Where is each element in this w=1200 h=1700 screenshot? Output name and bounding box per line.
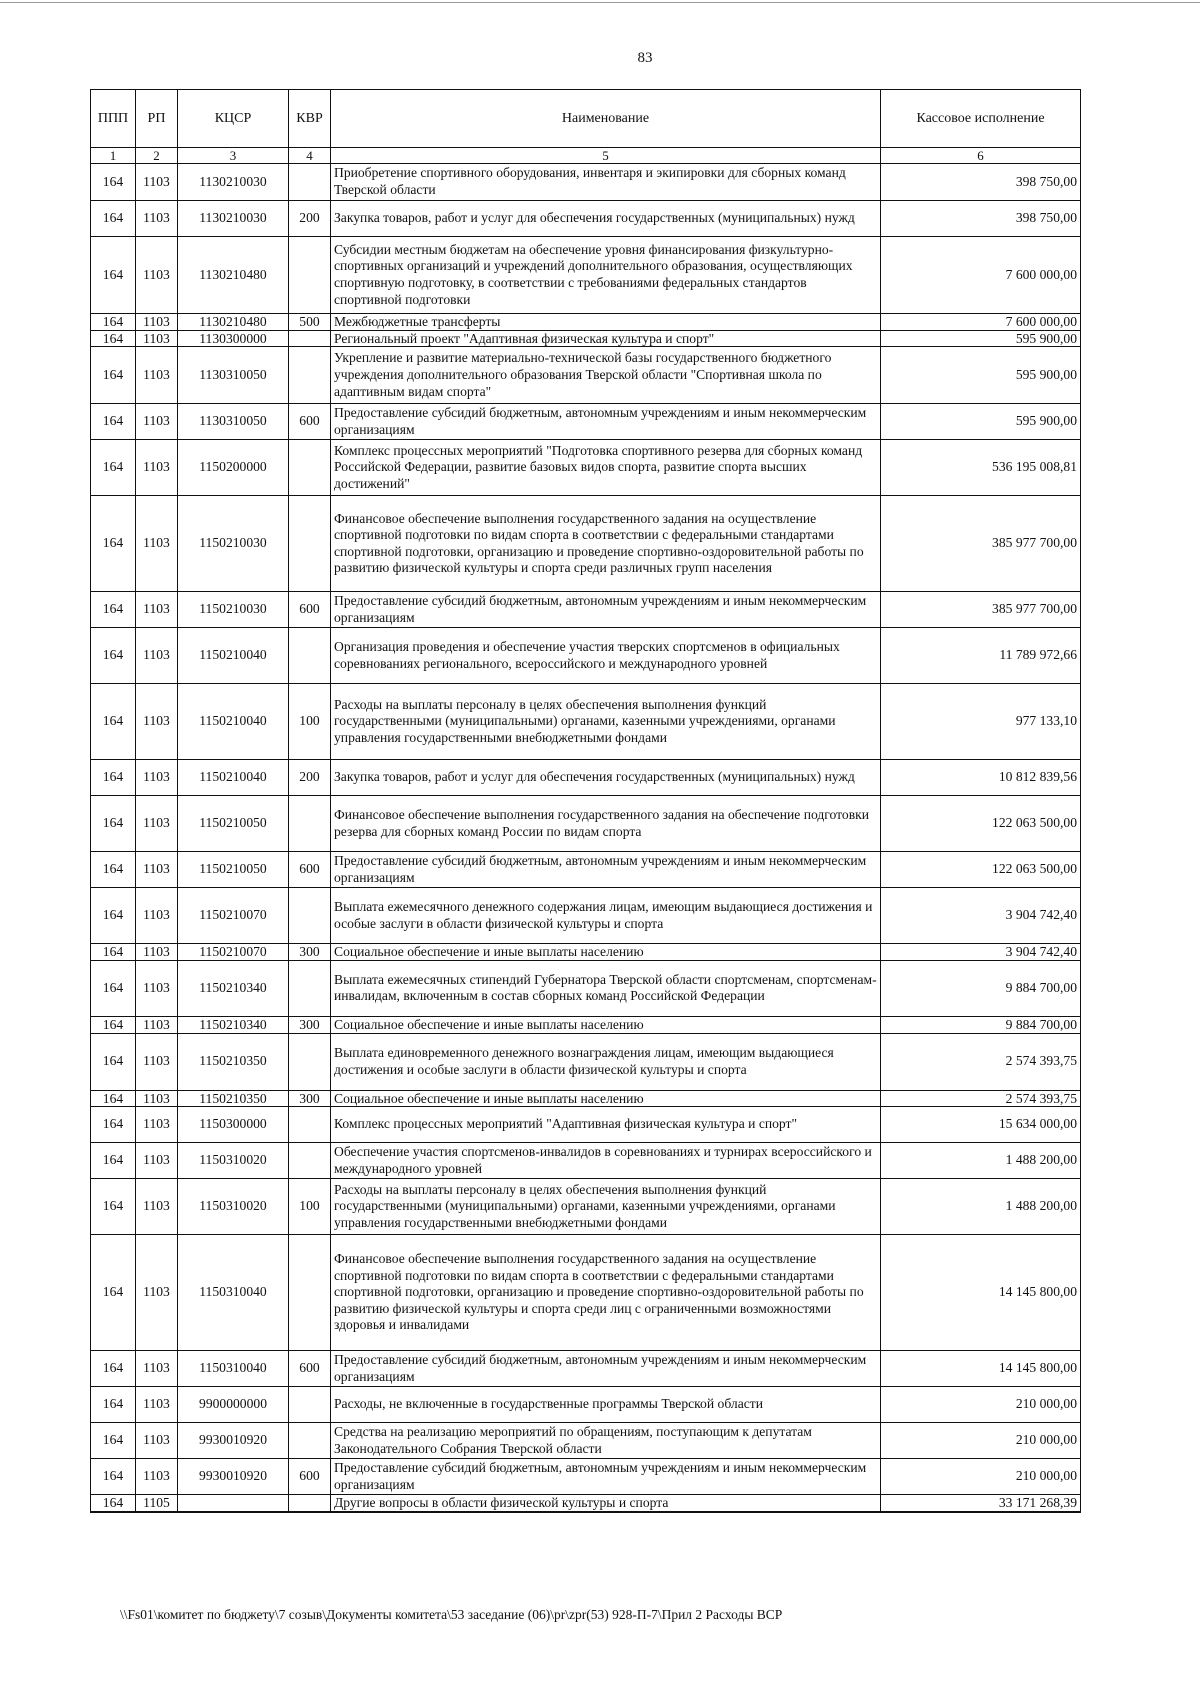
cell-name: Закупка товаров, работ и услуг для обеспечения государственных (муниципальных) нужд xyxy=(331,201,881,237)
table-row xyxy=(91,760,1081,796)
cell-kcsr: 1150210350 xyxy=(178,1033,289,1090)
cell-ppp: 164 xyxy=(91,1143,136,1179)
cell-ppp: 164 xyxy=(91,960,136,1016)
cell-kvr: 600 xyxy=(289,852,331,888)
cell-ppp: 164 xyxy=(91,164,136,201)
table-row xyxy=(91,496,1081,592)
cell-kvr xyxy=(289,237,331,314)
cell-kcsr: 1150310020 xyxy=(178,1143,289,1179)
cell-ppp: 164 xyxy=(91,944,136,961)
column-number: 2 xyxy=(136,148,178,164)
cell-rp: 1103 xyxy=(136,1351,178,1387)
table-row xyxy=(91,796,1081,852)
cell-name: Финансовое обеспечение выполнения государственного задания на обеспечение подготовки резерва для сборных команд России по видам спорта xyxy=(331,796,881,852)
column-number: 4 xyxy=(289,148,331,164)
cell-amount: 1 488 200,00 xyxy=(881,1179,1081,1235)
cell-kvr: 100 xyxy=(289,684,331,760)
cell-ppp: 164 xyxy=(91,852,136,888)
table-row xyxy=(91,1016,1081,1033)
cell-rp: 1103 xyxy=(136,852,178,888)
cell-ppp: 164 xyxy=(91,201,136,237)
cell-kcsr: 1150210340 xyxy=(178,960,289,1016)
cell-kcsr: 1130210480 xyxy=(178,237,289,314)
table-header-row xyxy=(91,90,1081,148)
cell-name: Предоставление субсидий бюджетным, автономным учреждениям и иным некоммерческим организациям xyxy=(331,1459,881,1495)
cell-kvr: 600 xyxy=(289,1459,331,1495)
header-kcsr: КЦСР xyxy=(178,90,289,148)
table-row xyxy=(91,330,1081,347)
cell-amount: 595 900,00 xyxy=(881,330,1081,347)
table-row xyxy=(91,592,1081,628)
cell-name: Расходы, не включенные в государственные программы Тверской области xyxy=(331,1387,881,1423)
cell-kcsr: 1130210480 xyxy=(178,314,289,331)
cell-amount: 210 000,00 xyxy=(881,1459,1081,1495)
cell-rp: 1103 xyxy=(136,888,178,944)
cell-name: Финансовое обеспечение выполнения государственного задания на осуществление спортивной подготовки по видам спорта в соответствии с федеральными стандартами спортивной подготовки, организацию и проведение спортивно-оздоровительной работы по развитию физической культуры и спорта среди лиц с ограниченными возможностями здоровья и инвалидами xyxy=(331,1235,881,1351)
column-number: 1 xyxy=(91,148,136,164)
cell-ppp: 164 xyxy=(91,1459,136,1495)
cell-kvr: 300 xyxy=(289,1090,331,1107)
cell-rp: 1103 xyxy=(136,944,178,961)
header-name: Наименование xyxy=(331,90,881,148)
header-ppp: ППП xyxy=(91,90,136,148)
cell-kcsr: 1150210050 xyxy=(178,852,289,888)
cell-rp: 1103 xyxy=(136,1423,178,1459)
cell-name: Межбюджетные трансферты xyxy=(331,314,881,331)
cell-kcsr: 1150310020 xyxy=(178,1179,289,1235)
cell-ppp: 164 xyxy=(91,440,136,496)
cell-amount: 595 900,00 xyxy=(881,347,1081,404)
page-number: 83 xyxy=(637,50,653,66)
cell-ppp: 164 xyxy=(91,1107,136,1143)
cell-name: Организация проведения и обеспечение участия тверских спортсменов в официальных соревнованиях регионального, всероссийского и международного уровней xyxy=(331,628,881,684)
cell-kvr: 200 xyxy=(289,201,331,237)
cell-rp: 1103 xyxy=(136,237,178,314)
table-row xyxy=(91,237,1081,314)
table-row xyxy=(91,684,1081,760)
cell-ppp: 164 xyxy=(91,1495,136,1512)
cell-kvr: 100 xyxy=(289,1179,331,1235)
cell-amount: 977 133,10 xyxy=(881,684,1081,760)
cell-amount: 2 574 393,75 xyxy=(881,1090,1081,1107)
table-row xyxy=(91,944,1081,961)
cell-ppp: 164 xyxy=(91,760,136,796)
table-row xyxy=(91,440,1081,496)
table-row xyxy=(91,888,1081,944)
cell-kcsr: 9900000000 xyxy=(178,1387,289,1423)
cell-kvr xyxy=(289,888,331,944)
cell-ppp: 164 xyxy=(91,1179,136,1235)
cell-kcsr: 1150210070 xyxy=(178,888,289,944)
cell-amount: 122 063 500,00 xyxy=(881,796,1081,852)
cell-name: Выплата ежемесячного денежного содержания лицам, имеющим выдающиеся достижения и особые заслуги в области физической культуры и спорта xyxy=(331,888,881,944)
cell-amount: 10 812 839,56 xyxy=(881,760,1081,796)
cell-kvr: 600 xyxy=(289,1351,331,1387)
cell-name: Приобретение спортивного оборудования, инвентаря и экипировки для сборных команд Тверской области xyxy=(331,164,881,201)
cell-name: Социальное обеспечение и иные выплаты населению xyxy=(331,944,881,961)
cell-kvr: 300 xyxy=(289,1016,331,1033)
column-number: 6 xyxy=(881,148,1081,164)
cell-amount: 398 750,00 xyxy=(881,201,1081,237)
table-row xyxy=(91,1179,1081,1235)
cell-name: Расходы на выплаты персоналу в целях обеспечения выполнения функций государственными (муниципальными) органами, казенными учреждениями, органами управления государственными внебюджетными фондами xyxy=(331,1179,881,1235)
cell-rp: 1103 xyxy=(136,1235,178,1351)
cell-amount: 385 977 700,00 xyxy=(881,496,1081,592)
cell-rp: 1103 xyxy=(136,201,178,237)
cell-kcsr: 9930010920 xyxy=(178,1423,289,1459)
cell-kcsr: 1150300000 xyxy=(178,1107,289,1143)
header-kvr: КВР xyxy=(289,90,331,148)
cell-ppp: 164 xyxy=(91,314,136,331)
cell-kcsr: 1150200000 xyxy=(178,440,289,496)
cell-kcsr: 1150210040 xyxy=(178,760,289,796)
cell-name: Выплата единовременного денежного вознаграждения лицам, имеющим выдающиеся достижения и особые заслуги в области физической культуры и спорта xyxy=(331,1033,881,1090)
cell-rp: 1103 xyxy=(136,592,178,628)
cell-name: Предоставление субсидий бюджетным, автономным учреждениям и иным некоммерческим организациям xyxy=(331,404,881,440)
cell-kcsr: 1150210350 xyxy=(178,1090,289,1107)
cell-kcsr: 1130300000 xyxy=(178,330,289,347)
cell-rp: 1105 xyxy=(136,1495,178,1512)
cell-ppp: 164 xyxy=(91,592,136,628)
cell-rp: 1103 xyxy=(136,960,178,1016)
cell-amount: 7 600 000,00 xyxy=(881,237,1081,314)
cell-kvr: 300 xyxy=(289,944,331,961)
cell-kvr xyxy=(289,628,331,684)
cell-amount: 1 488 200,00 xyxy=(881,1143,1081,1179)
cell-name: Комплекс процессных мероприятий "Подготовка спортивного резерва для сборных команд Российской Федерации, развитие базовых видов спорта, развитие спорта высших достижений" xyxy=(331,440,881,496)
cell-kvr xyxy=(289,347,331,404)
header-rp: РП xyxy=(136,90,178,148)
column-number: 3 xyxy=(178,148,289,164)
cell-ppp: 164 xyxy=(91,237,136,314)
table-row xyxy=(91,960,1081,1016)
cell-name: Региональный проект "Адаптивная физическая культура и спорт" xyxy=(331,330,881,347)
cell-name: Укрепление и развитие материально-технической базы государственного бюджетного учреждения дополнительного образования Тверской области "Спортивная школа по адаптивным видам спорта" xyxy=(331,347,881,404)
table-row xyxy=(91,1235,1081,1351)
cell-kvr xyxy=(289,1423,331,1459)
cell-kvr xyxy=(289,1495,331,1512)
cell-name: Выплата ежемесячных стипендий Губернатора Тверской области спортсменам, спортсменам-инвалидам, включенным в состав сборных команд Российской Федерации xyxy=(331,960,881,1016)
cell-amount: 385 977 700,00 xyxy=(881,592,1081,628)
cell-name: Закупка товаров, работ и услуг для обеспечения государственных (муниципальных) нужд xyxy=(331,760,881,796)
cell-kvr xyxy=(289,1033,331,1090)
table-row xyxy=(91,628,1081,684)
cell-kcsr: 1150210070 xyxy=(178,944,289,961)
cell-ppp: 164 xyxy=(91,1423,136,1459)
table-row xyxy=(91,347,1081,404)
cell-ppp: 164 xyxy=(91,1016,136,1033)
cell-kcsr: 1150210030 xyxy=(178,496,289,592)
cell-kvr: 500 xyxy=(289,314,331,331)
table-row xyxy=(91,1459,1081,1495)
table-row xyxy=(91,404,1081,440)
cell-amount: 11 789 972,66 xyxy=(881,628,1081,684)
cell-kcsr: 1150210040 xyxy=(178,628,289,684)
cell-name: Комплекс процессных мероприятий "Адаптивная физическая культура и спорт" xyxy=(331,1107,881,1143)
table-row xyxy=(91,1351,1081,1387)
cell-rp: 1103 xyxy=(136,1090,178,1107)
cell-ppp: 164 xyxy=(91,330,136,347)
cell-name: Предоставление субсидий бюджетным, автономным учреждениям и иным некоммерческим организациям xyxy=(331,852,881,888)
cell-ppp: 164 xyxy=(91,684,136,760)
cell-amount: 14 145 800,00 xyxy=(881,1235,1081,1351)
cell-kcsr: 9930010920 xyxy=(178,1459,289,1495)
cell-ppp: 164 xyxy=(91,1090,136,1107)
scan-top-edge xyxy=(0,2,1200,3)
cell-amount: 595 900,00 xyxy=(881,404,1081,440)
cell-kcsr: 1130310050 xyxy=(178,347,289,404)
cell-rp: 1103 xyxy=(136,1179,178,1235)
cell-kvr xyxy=(289,440,331,496)
cell-rp: 1103 xyxy=(136,684,178,760)
table-row xyxy=(91,201,1081,237)
cell-amount: 9 884 700,00 xyxy=(881,1016,1081,1033)
cell-amount: 15 634 000,00 xyxy=(881,1107,1081,1143)
cell-rp: 1103 xyxy=(136,330,178,347)
column-number: 5 xyxy=(331,148,881,164)
cell-ppp: 164 xyxy=(91,796,136,852)
cell-kvr xyxy=(289,1387,331,1423)
cell-rp: 1103 xyxy=(136,1143,178,1179)
cell-kvr xyxy=(289,1235,331,1351)
cell-name: Другие вопросы в области физической культуры и спорта xyxy=(331,1495,881,1512)
cell-kcsr xyxy=(178,1495,289,1512)
cell-name: Социальное обеспечение и иные выплаты населению xyxy=(331,1016,881,1033)
cell-kcsr: 1130210030 xyxy=(178,201,289,237)
cell-amount: 122 063 500,00 xyxy=(881,852,1081,888)
cell-ppp: 164 xyxy=(91,347,136,404)
cell-kvr xyxy=(289,1143,331,1179)
cell-ppp: 164 xyxy=(91,1033,136,1090)
cell-amount: 3 904 742,40 xyxy=(881,944,1081,961)
table-row xyxy=(91,1033,1081,1090)
cell-kvr xyxy=(289,496,331,592)
table-row xyxy=(91,1090,1081,1107)
cell-rp: 1103 xyxy=(136,1459,178,1495)
cell-amount: 2 574 393,75 xyxy=(881,1033,1081,1090)
cell-kcsr: 1150210050 xyxy=(178,796,289,852)
cell-kcsr: 1150210340 xyxy=(178,1016,289,1033)
cell-rp: 1103 xyxy=(136,760,178,796)
cell-name: Предоставление субсидий бюджетным, автономным учреждениям и иным некоммерческим организациям xyxy=(331,592,881,628)
cell-kcsr: 1150310040 xyxy=(178,1351,289,1387)
cell-name: Предоставление субсидий бюджетным, автономным учреждениям и иным некоммерческим организациям xyxy=(331,1351,881,1387)
cell-kvr xyxy=(289,960,331,1016)
cell-rp: 1103 xyxy=(136,347,178,404)
column-number-row xyxy=(91,148,1081,164)
cell-ppp: 164 xyxy=(91,496,136,592)
cell-rp: 1103 xyxy=(136,1016,178,1033)
cell-rp: 1103 xyxy=(136,496,178,592)
cell-amount: 33 171 268,39 xyxy=(881,1495,1081,1512)
table-row xyxy=(91,314,1081,331)
cell-name: Финансовое обеспечение выполнения государственного задания на осуществление спортивной подготовки по видам спорта в соответствии с федеральными стандартами спортивной подготовки, организацию и проведение спортивно-оздоровительной работы по развитию физической культуры и спорта среди различных групп населения xyxy=(331,496,881,592)
cell-ppp: 164 xyxy=(91,404,136,440)
cell-ppp: 164 xyxy=(91,888,136,944)
table-row xyxy=(91,1107,1081,1143)
cell-name: Расходы на выплаты персоналу в целях обеспечения выполнения функций государственными (муниципальными) органами, казенными учреждениями, органами управления государственными внебюджетными фондами xyxy=(331,684,881,760)
header-amount: Кассовое исполнение xyxy=(881,90,1081,148)
cell-amount: 3 904 742,40 xyxy=(881,888,1081,944)
cell-kvr: 600 xyxy=(289,592,331,628)
cell-name: Обеспечение участия спортсменов-инвалидов в соревнованиях и турнирах всероссийского и международного уровней xyxy=(331,1143,881,1179)
cell-kcsr: 1130210030 xyxy=(178,164,289,201)
cell-kvr xyxy=(289,796,331,852)
cell-amount: 398 750,00 xyxy=(881,164,1081,201)
cell-kcsr: 1150310040 xyxy=(178,1235,289,1351)
cell-kvr: 200 xyxy=(289,760,331,796)
table-row xyxy=(91,852,1081,888)
cell-amount: 7 600 000,00 xyxy=(881,314,1081,331)
table-row xyxy=(91,164,1081,201)
cell-amount: 536 195 008,81 xyxy=(881,440,1081,496)
cell-rp: 1103 xyxy=(136,440,178,496)
cell-amount: 9 884 700,00 xyxy=(881,960,1081,1016)
cell-name: Субсидии местным бюджетам на обеспечение уровня финансирования физкультурно-спортивных организаций и учреждений дополнительного образования, осуществляющих спортивную подготовку, в соответствии с требованиями федеральных стандартов спортивной подготовки xyxy=(331,237,881,314)
cell-rp: 1103 xyxy=(136,164,178,201)
cell-rp: 1103 xyxy=(136,404,178,440)
cell-rp: 1103 xyxy=(136,1107,178,1143)
cell-name: Средства на реализацию мероприятий по обращениям, поступающим к депутатам Законодательного Собрания Тверской области xyxy=(331,1423,881,1459)
table-row xyxy=(91,1143,1081,1179)
cell-rp: 1103 xyxy=(136,314,178,331)
cell-kvr: 600 xyxy=(289,404,331,440)
cell-rp: 1103 xyxy=(136,796,178,852)
table-row xyxy=(91,1387,1081,1423)
cell-kcsr: 1150210040 xyxy=(178,684,289,760)
cell-rp: 1103 xyxy=(136,628,178,684)
cell-kcsr: 1130310050 xyxy=(178,404,289,440)
cell-ppp: 164 xyxy=(91,628,136,684)
footer-file-path: \\Fs01\комитет по бюджету\7 созыв\Документы комитета\53 заседание (06)\pr\zpr(53) 928-П-7\Прил 2 Расходы ВСР xyxy=(120,1607,783,1622)
cell-name: Социальное обеспечение и иные выплаты населению xyxy=(331,1090,881,1107)
cell-amount: 210 000,00 xyxy=(881,1387,1081,1423)
cell-kvr xyxy=(289,164,331,201)
cell-kcsr: 1150210030 xyxy=(178,592,289,628)
cell-rp: 1103 xyxy=(136,1033,178,1090)
table-row xyxy=(91,1495,1081,1512)
cell-ppp: 164 xyxy=(91,1351,136,1387)
cell-ppp: 164 xyxy=(91,1387,136,1423)
cell-amount: 14 145 800,00 xyxy=(881,1351,1081,1387)
cell-ppp: 164 xyxy=(91,1235,136,1351)
table-row xyxy=(91,1423,1081,1459)
cell-amount: 210 000,00 xyxy=(881,1423,1081,1459)
expenditure-table xyxy=(90,89,1081,1513)
cell-kvr xyxy=(289,1107,331,1143)
cell-kvr xyxy=(289,330,331,347)
cell-rp: 1103 xyxy=(136,1387,178,1423)
